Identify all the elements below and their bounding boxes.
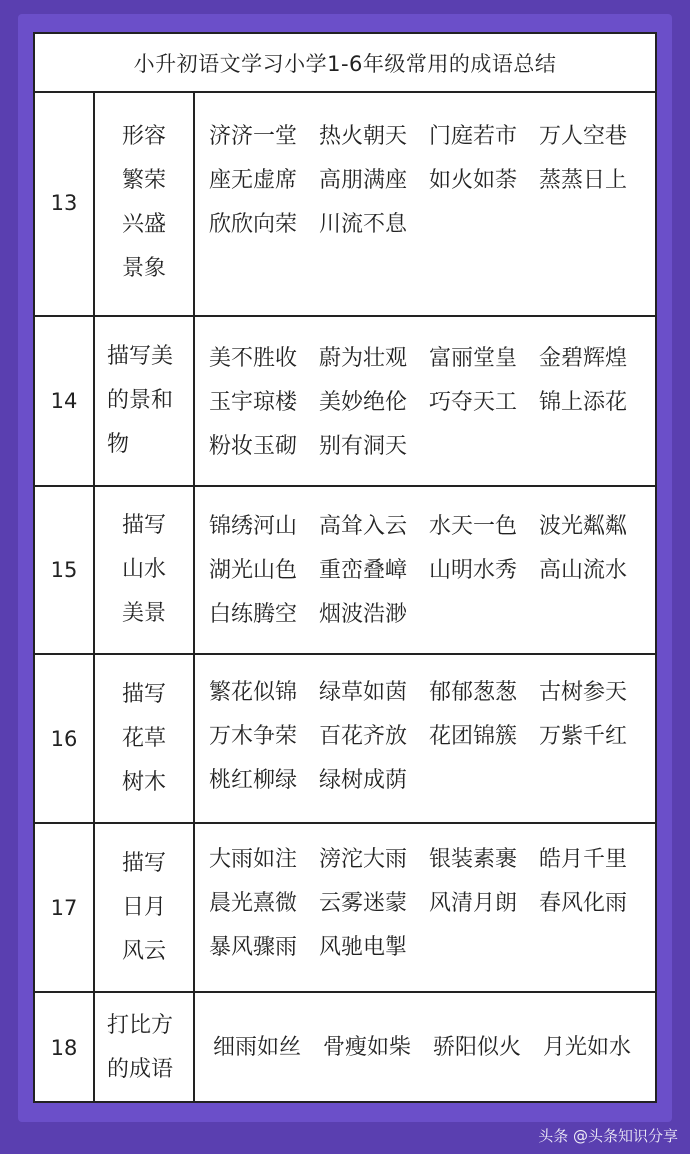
idiom: 春风化雨 bbox=[539, 891, 628, 916]
idiom: 玉宇琼楼 bbox=[209, 390, 298, 415]
row-number: 18 bbox=[35, 993, 95, 1103]
category-line: 打比方 bbox=[107, 1013, 174, 1038]
category-line: 描写 bbox=[121, 681, 166, 707]
category-line: 日月 bbox=[121, 894, 166, 920]
idiom: 细雨如丝 bbox=[213, 1035, 302, 1060]
idiom: 美不胜收 bbox=[209, 346, 298, 371]
idiom: 波光粼粼 bbox=[539, 514, 628, 539]
idiom: 万紫千红 bbox=[539, 724, 628, 749]
idiom: 蔚为壮观 bbox=[319, 346, 408, 371]
table-row bbox=[35, 91, 655, 317]
category-line: 树木 bbox=[121, 769, 166, 795]
idiom: 万人空巷 bbox=[539, 124, 628, 149]
idiom: 骄阳似火 bbox=[433, 1035, 522, 1060]
idiom: 锦上添花 bbox=[539, 390, 628, 415]
idiom: 滂沱大雨 bbox=[319, 847, 408, 872]
category-line: 物 bbox=[107, 432, 130, 457]
idiom: 云雾迷蒙 bbox=[319, 891, 408, 916]
idiom: 富丽堂皇 bbox=[429, 346, 518, 371]
idiom: 美妙绝伦 bbox=[319, 390, 408, 415]
idiom: 锦绣河山 bbox=[209, 514, 298, 539]
idiom: 粉妆玉砌 bbox=[209, 434, 298, 459]
category-line: 繁荣 bbox=[121, 168, 166, 193]
idiom: 金碧辉煌 bbox=[539, 346, 628, 371]
row-category bbox=[95, 824, 195, 991]
row-number: 16 bbox=[35, 655, 95, 822]
idiom: 暴风骤雨 bbox=[209, 935, 298, 960]
idiom: 欣欣向荣 bbox=[209, 212, 298, 237]
idiom: 座无虚席 bbox=[209, 168, 298, 193]
idiom: 绿树成荫 bbox=[319, 768, 408, 793]
idiom: 皓月千里 bbox=[539, 847, 628, 872]
table-row bbox=[35, 824, 655, 993]
idiom: 风驰电掣 bbox=[319, 935, 408, 960]
idiom: 白练腾空 bbox=[209, 602, 298, 627]
idiom: 风清月朗 bbox=[429, 891, 518, 916]
idiom-table bbox=[33, 32, 657, 1103]
idiom: 高山流水 bbox=[539, 558, 628, 583]
idiom: 大雨如注 bbox=[209, 847, 298, 872]
category-line: 描写 bbox=[121, 513, 166, 538]
row-category bbox=[95, 91, 195, 315]
category-line: 美景 bbox=[121, 601, 166, 626]
table-row bbox=[35, 487, 655, 655]
category-line: 的景和 bbox=[107, 388, 174, 413]
category-line: 兴盛 bbox=[121, 212, 166, 237]
idiom: 蒸蒸日上 bbox=[539, 168, 628, 193]
idiom-list bbox=[195, 655, 655, 822]
idiom: 水天一色 bbox=[429, 514, 518, 539]
idiom: 巧夺天工 bbox=[429, 390, 518, 415]
idiom: 高朋满座 bbox=[319, 168, 408, 193]
table-row bbox=[35, 655, 655, 824]
idiom: 烟波浩渺 bbox=[319, 602, 408, 627]
idiom: 门庭若市 bbox=[429, 124, 518, 149]
idiom: 月光如水 bbox=[543, 1035, 632, 1060]
row-category bbox=[95, 655, 195, 822]
category-line: 风云 bbox=[121, 938, 166, 964]
category-line: 花草 bbox=[121, 725, 166, 751]
idiom: 高耸入云 bbox=[319, 514, 408, 539]
idiom: 重峦叠嶂 bbox=[319, 558, 408, 583]
idiom: 晨光熹微 bbox=[209, 891, 298, 916]
row-category bbox=[95, 993, 195, 1103]
idiom: 绿草如茵 bbox=[319, 680, 408, 705]
idiom-list bbox=[195, 487, 655, 653]
page-title: 小升初语文学习小学1-6年级常用的成语总结 bbox=[35, 34, 655, 93]
category-line: 形容 bbox=[121, 124, 166, 149]
category-line: 景象 bbox=[121, 256, 166, 281]
row-number: 17 bbox=[35, 824, 95, 991]
row-number: 15 bbox=[35, 487, 95, 653]
category-line: 描写 bbox=[121, 850, 166, 876]
idiom: 银装素裹 bbox=[429, 847, 518, 872]
idiom: 百花齐放 bbox=[319, 724, 408, 749]
idiom: 济济一堂 bbox=[209, 124, 298, 149]
row-category bbox=[95, 487, 195, 653]
idiom: 川流不息 bbox=[319, 212, 408, 237]
idiom-list bbox=[195, 993, 655, 1103]
watermark: 头条 @头条知识分享 bbox=[538, 1127, 678, 1145]
category-line: 的成语 bbox=[107, 1057, 174, 1082]
idiom: 湖光山色 bbox=[209, 558, 298, 583]
row-number: 14 bbox=[35, 317, 95, 485]
idiom: 繁花似锦 bbox=[209, 680, 298, 705]
idiom-list bbox=[195, 317, 655, 485]
idiom: 别有洞天 bbox=[319, 434, 408, 459]
idiom-list bbox=[195, 91, 655, 315]
idiom: 万木争荣 bbox=[209, 724, 298, 749]
table-row bbox=[35, 317, 655, 487]
row-number: 13 bbox=[35, 91, 95, 315]
idiom: 如火如荼 bbox=[429, 168, 518, 193]
idiom-list bbox=[195, 824, 655, 991]
row-category bbox=[95, 317, 195, 485]
table-row bbox=[35, 993, 655, 1103]
category-line: 描写美 bbox=[107, 344, 174, 369]
idiom: 热火朝天 bbox=[319, 124, 408, 149]
idiom: 桃红柳绿 bbox=[209, 768, 298, 793]
idiom: 山明水秀 bbox=[429, 558, 518, 583]
category-line: 山水 bbox=[121, 557, 166, 582]
idiom: 郁郁葱葱 bbox=[429, 680, 518, 705]
idiom: 骨瘦如柴 bbox=[323, 1035, 412, 1060]
idiom: 花团锦簇 bbox=[429, 724, 518, 749]
idiom: 古树参天 bbox=[539, 680, 628, 705]
